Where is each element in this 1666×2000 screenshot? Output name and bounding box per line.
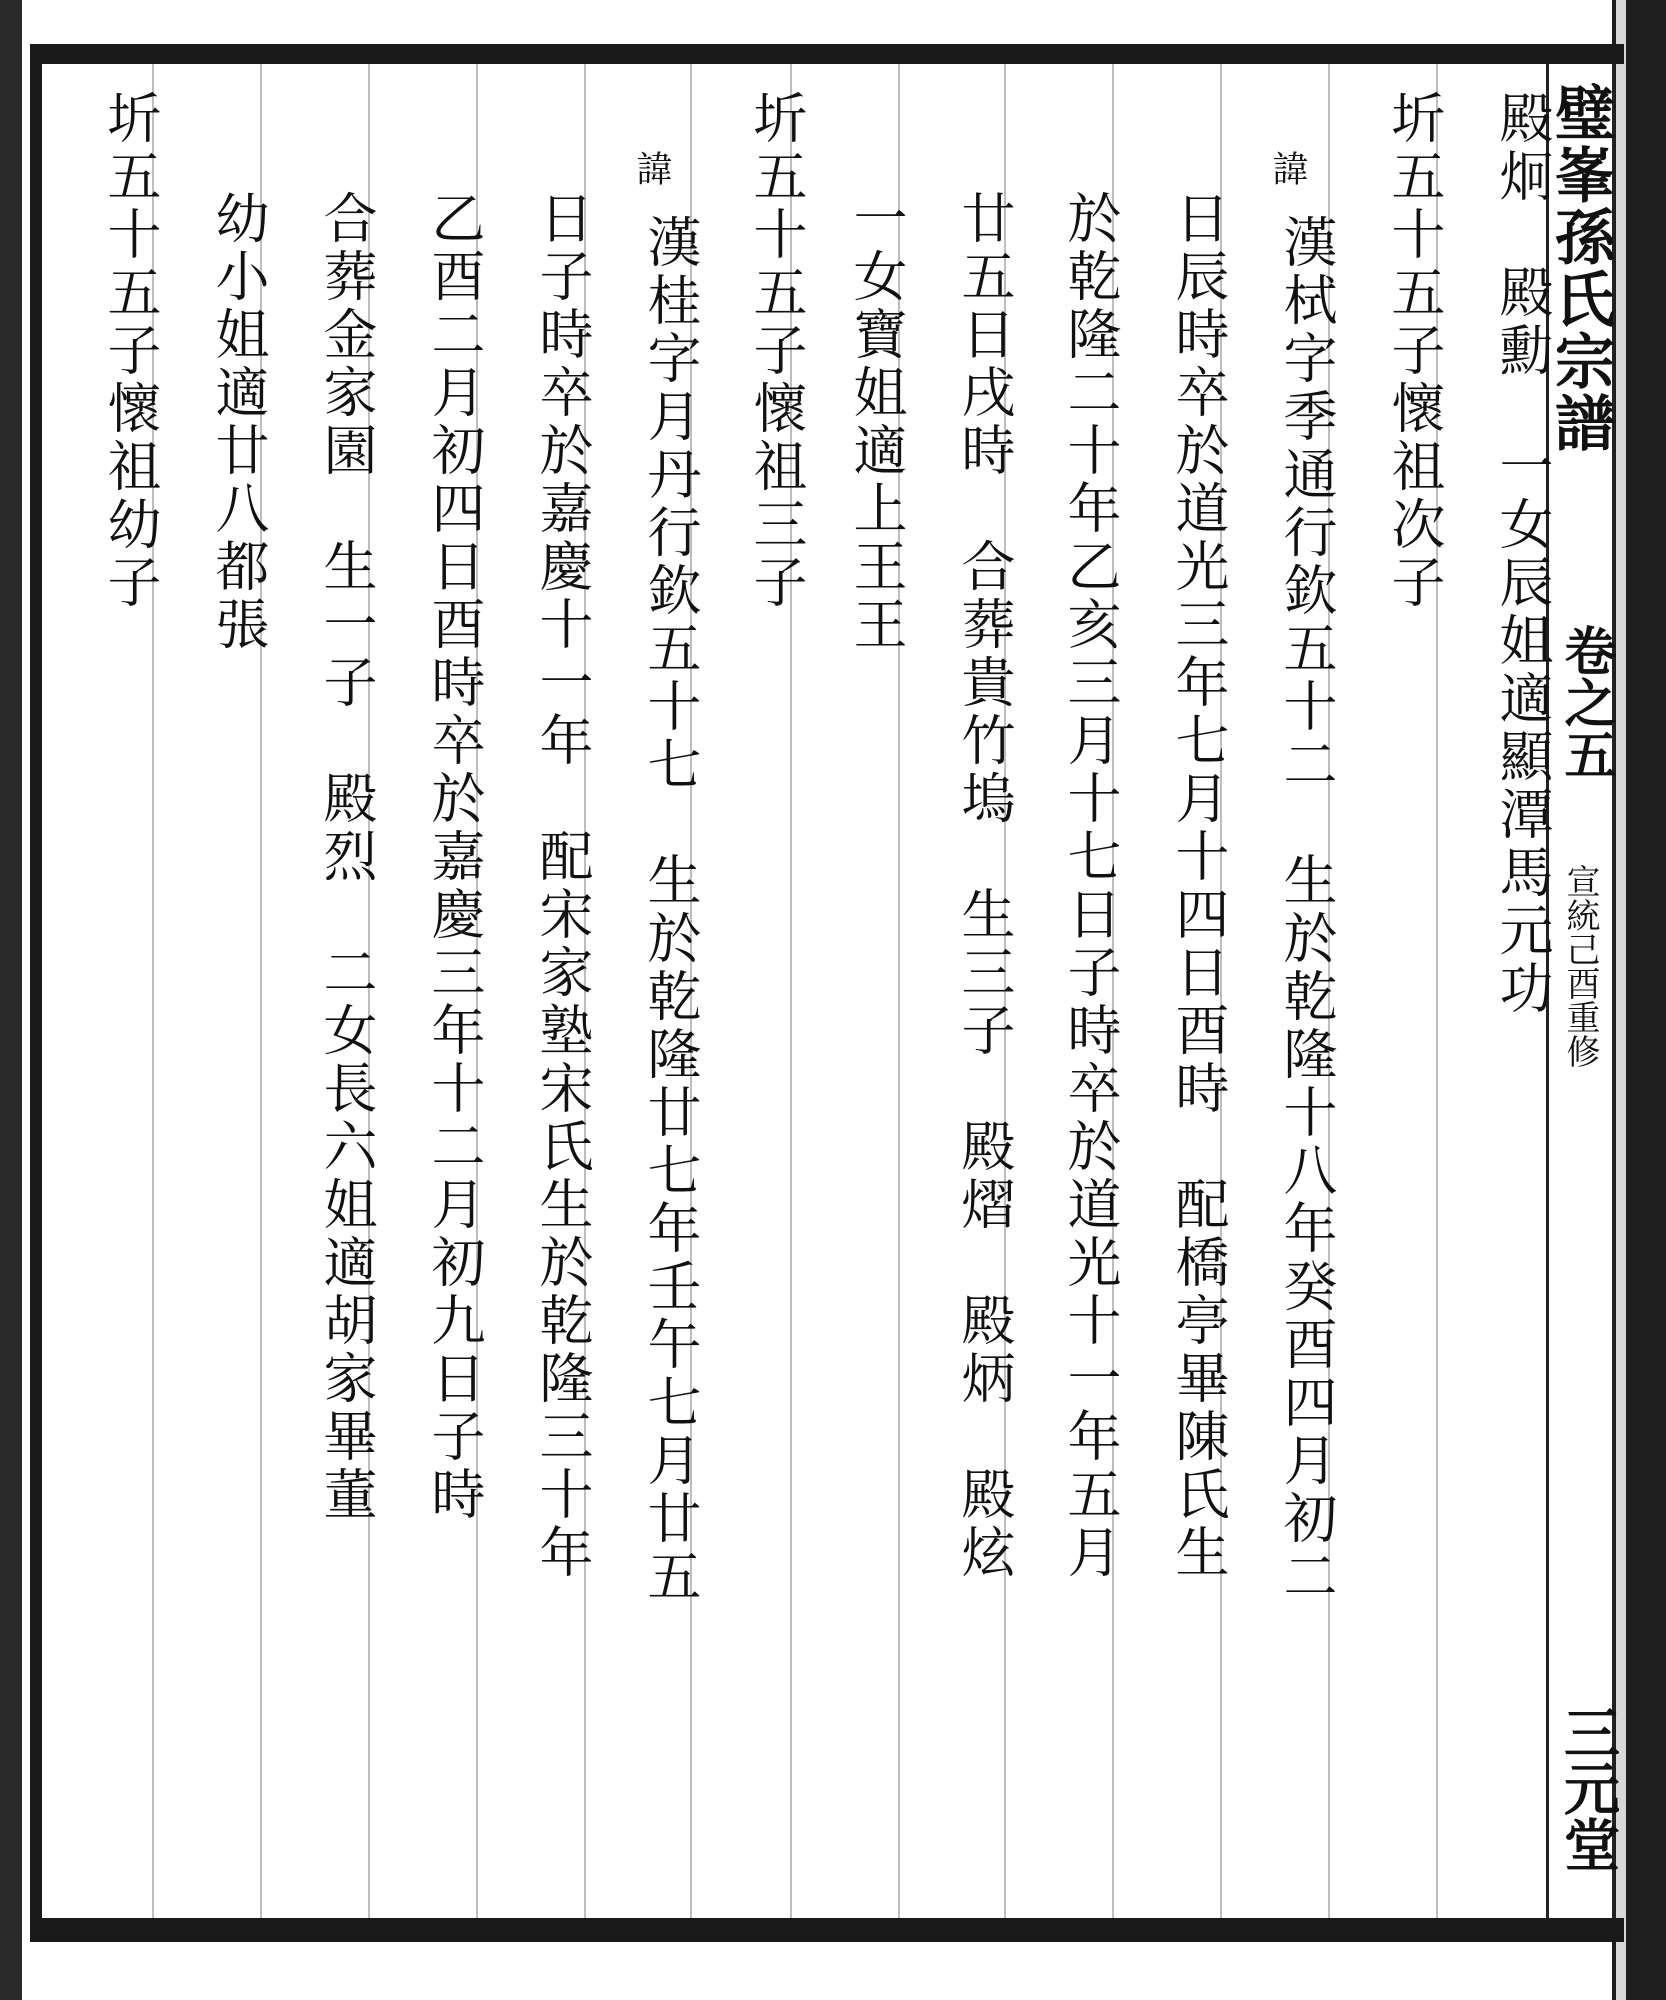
text-column-3: 漢栻字季通行欽五十二 生於乾隆十八年癸酉四月初二 xyxy=(1275,214,1338,1606)
genealogy-title: 璧峯孫氏宗譜 xyxy=(1545,82,1615,454)
frame-left-border xyxy=(30,44,42,1942)
text-column-13: 幼小姐適廿八都張 xyxy=(207,190,270,654)
text-column-9: 漢桂字月丹行欽五十七 生於乾隆廿七年壬午七月廿五 xyxy=(639,214,702,1606)
text-column-10: 日子時卒於嘉慶十一年 配宋家塾宋氏生於乾隆三十年 xyxy=(531,190,594,1582)
volume-label: 卷之五 xyxy=(1555,624,1616,780)
page-right-fold xyxy=(1616,0,1626,2000)
text-column-4: 日辰時卒於道光三年七月十四日酉時 配橋亭畢陳氏生 xyxy=(1167,190,1230,1582)
text-column-8: 圻五十五子懷祖三子 xyxy=(745,90,808,612)
text-column-1: 殿炯 殿勳 一女辰姐適顯潭馬元功 xyxy=(1491,90,1554,1018)
frame-bottom-border xyxy=(30,1918,1624,1942)
edition-note: 宣統己酉重修 xyxy=(1560,864,1600,1068)
text-column-7: 一女寶姐適上王王 xyxy=(845,190,908,654)
text-column-6: 廿五日戌時 合葬貴竹塢 生三子 殿熠 殿炳 殿炫 xyxy=(953,190,1016,1582)
text-column-12: 合葬金家園 生一子 殿烈 二女長六姐適胡家畢董 xyxy=(315,190,378,1524)
hall-name: 三元堂 xyxy=(1555,1704,1621,1872)
column-3-annotation: 諱 xyxy=(1267,150,1308,186)
center-banner xyxy=(1545,64,1621,1918)
column-9-annotation: 諱 xyxy=(631,150,672,186)
text-column-11: 乙酉二月初四日酉時卒於嘉慶三年十二月初九日子時 xyxy=(423,190,486,1524)
text-column-5: 於乾隆二十年乙亥三月十七日子時卒於道光十一年五月 xyxy=(1059,190,1122,1582)
frame-top-border xyxy=(30,44,1624,64)
text-column-2: 圻五十五子懷祖次子 xyxy=(1383,90,1446,612)
text-column-14: 圻五十五子懷祖幼子 xyxy=(99,90,162,612)
page-left-edge xyxy=(0,0,22,2000)
